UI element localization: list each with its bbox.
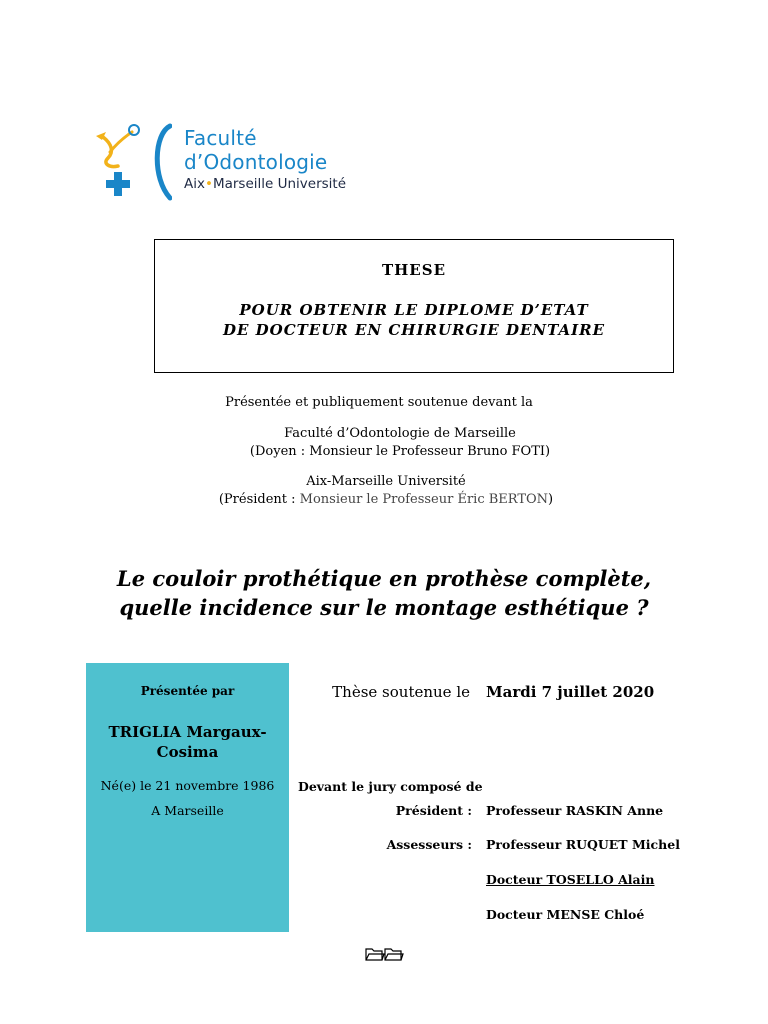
jury-president: Professeur RASKIN Anne [486,803,664,818]
thesis-title-box [154,239,674,373]
logo-aix: Aix [184,176,205,192]
university-name: Aix-Marseille Université [306,474,466,489]
author-name-line-2: Cosima [156,743,219,761]
diploma-line-2: DE DOCTEUR EN CHIRURGIE DENTAIRE [222,321,606,339]
jury-assessor: Docteur MENSE Chloé [486,907,645,922]
presentation-intro: Présentée et publiquement soutenue devant la [225,395,533,410]
logo-separator: • [204,176,213,192]
author-birth-date: Né(e) le 21 novembre 1986 [100,778,275,793]
caduceus-cross-icon [90,122,172,202]
author-name-line-1: TRIGLIA Margaux- [108,723,267,741]
jury-president-role: Président : [395,803,472,818]
president-prefix: (Président : [218,492,300,507]
thesis-title-line-2: quelle incidence sur le montage esthétique ? [119,595,649,620]
president-suffix: ) [548,492,554,507]
defense-date: Mardi 7 juillet 2020 [486,683,655,701]
these-heading: THESE [381,261,447,279]
logo-line-faculte: Faculté [184,126,257,150]
folder-icon [364,945,404,963]
thesis-title-line-1: Le couloir prothétique en prothèse complète, [116,566,652,591]
author-box [86,663,289,932]
university-president-line [2,492,768,507]
doyen-line: (Doyen : Monsieur le Professeur Bruno FOTI) [249,444,551,459]
faculty-name: Faculté d’Odontologie de Marseille [284,426,516,441]
presented-by-label: Présentée par [140,684,235,698]
president-name: Monsieur le Professeur Éric BERTON [299,492,549,507]
thesis-title [0,564,768,622]
diploma-line-1: POUR OBTENIR LE DIPLOME D’ETAT [239,301,589,319]
jury-label: Devant le jury composé de [298,779,483,794]
logo-line-university [184,176,346,192]
logo-line-odontologie: d’Odontologie [184,150,328,174]
author-birth-place: A Marseille [151,803,224,818]
jury-assessors-role: Assesseurs : [386,837,472,852]
jury-assessor: Professeur RUQUET Michel [486,837,680,852]
author-name [86,722,289,762]
jury-assessor: Docteur TOSELLO Alain [486,872,655,887]
logo-marseille-universite: Marseille Université [212,176,347,192]
faculty-logo [90,122,350,202]
defense-label: Thèse soutenue le [332,683,470,701]
